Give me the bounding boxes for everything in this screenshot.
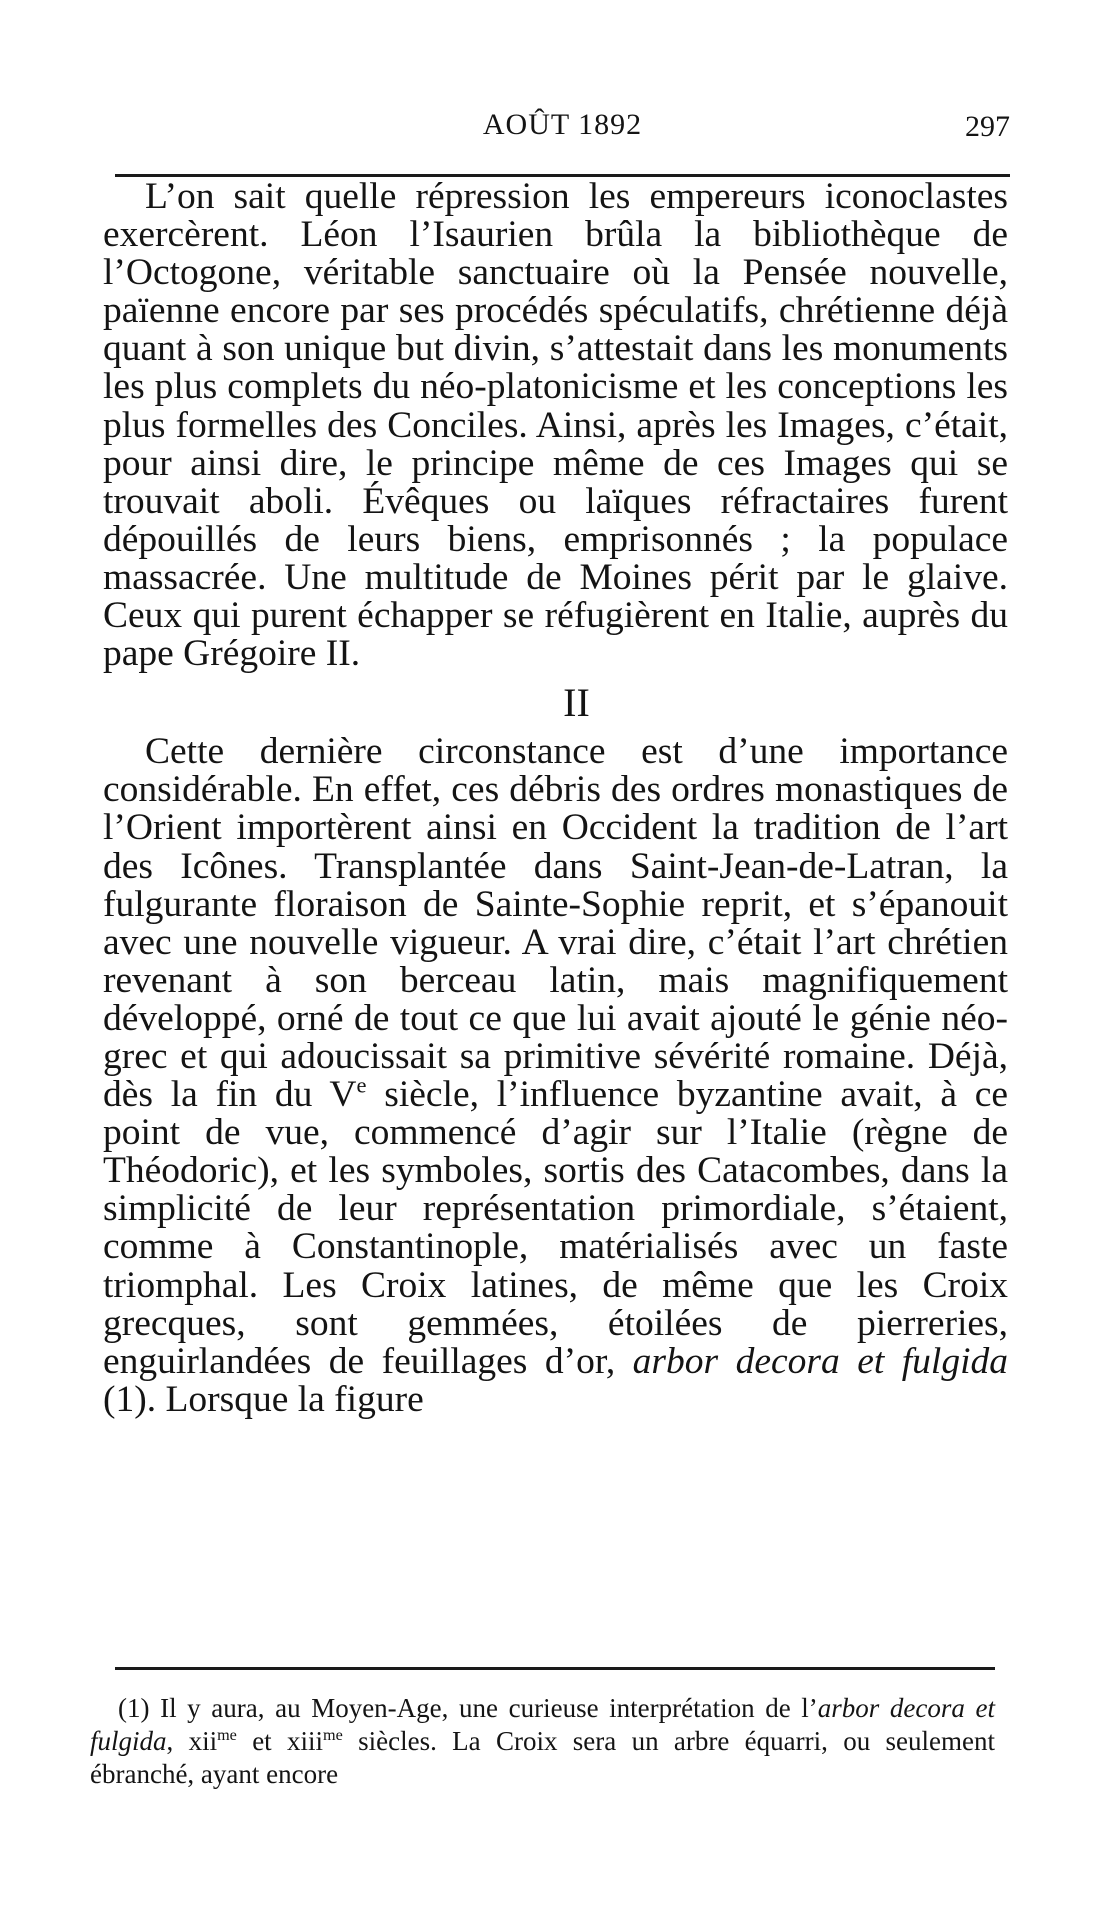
footnote-end: siècles. La Croix sera un arbre équarri, ou seulement ébranché, ayant encore	[90, 1726, 995, 1789]
paragraph-2-text: Cette dernière circonstance est d’une importance considérable. En effet, ces débris des ordres monastiques de l’Orient importèrent ainsi en Occident la tradition de l’art des Icônes. Transplantée dans Saint-Jean-de-Latran, la fulgurante floraison de Sainte-Sophie reprit, et s’épanouit avec une nouvelle vigueur. A vrai dire, c’était l’art chrétien revenant à son berceau latin, mais magnifiquement développé, orné de tout ce que lui avait ajouté le génie néo-grec et qui adoucissait sa primitive sévérité romaine. Déjà, dès la fin du V	[103, 731, 1008, 1116]
latin-phrase: arbor decora et fulgida	[632, 1340, 1008, 1382]
running-head	[115, 108, 1010, 158]
footnote-lead: (1) Il y aura, au Moyen-Age, une curieuse interprétation de l’	[118, 1693, 818, 1723]
page-number: 297	[965, 110, 1010, 143]
footnote-mid: , xii	[166, 1726, 218, 1756]
paragraph-2-text-end: (1). Lorsque la figure	[103, 1378, 424, 1420]
paragraph-1: L’on sait quelle répression les empereurs iconoclastes exercèrent. Léon l’Isaurien brûla la bibliothèque de l’Octogone, véritable sanctuaire où la Pensée nouvelle, païenne encore par ses procédés spéculatifs, chrétienne déjà quant à son unique but divin, s’attestait dans les monuments les plus complets du néo-platonicisme et les conceptions les plus formelles des Conciles. Ainsi, après les Images, c’était, pour ainsi dire, le principe même de ces Images qui se trouvait aboli. Évêques ou laïques réfractaires furent dépouillés de leurs biens, emprisonnés ; la populace massacrée. Une multitude de Moines périt par le glaive. Ceux qui purent échapper se réfugièrent en Italie, auprès du pape Grégoire II.	[103, 176, 1008, 675]
paragraph-2-text-cont: siècle, l’influence byzantine avait, à ce point de vue, commencé d’agir sur l’Italie (règne de Théodoric), et les symboles, sortis des Catacombes, dans la simplicité de leur représentation primordiale, s’étaient, comme à Constantinople, matérialisés avec un faste triomphal. Les Croix latines, de même que les Croix grecques, sont gemmées, étoilées de pierreries, enguirlandées de feuillages d’or,	[103, 1074, 1008, 1382]
paragraph-2	[103, 733, 1008, 1419]
footnote-sup-1: me	[217, 1726, 237, 1744]
footnote-and: et xiii	[236, 1726, 324, 1756]
century-superscript: e	[356, 1072, 367, 1098]
section-number: II	[563, 680, 590, 726]
footnote-rule	[115, 1667, 995, 1670]
footnote-sup-2: me	[323, 1726, 343, 1744]
footnote-text	[90, 1692, 995, 1791]
footnote-latin-phrase: arbor decora et fulgida	[90, 1693, 995, 1756]
footnote	[90, 1692, 995, 1791]
running-head-title: AOÛT 1892	[482, 108, 643, 141]
main-text	[103, 178, 1008, 1419]
